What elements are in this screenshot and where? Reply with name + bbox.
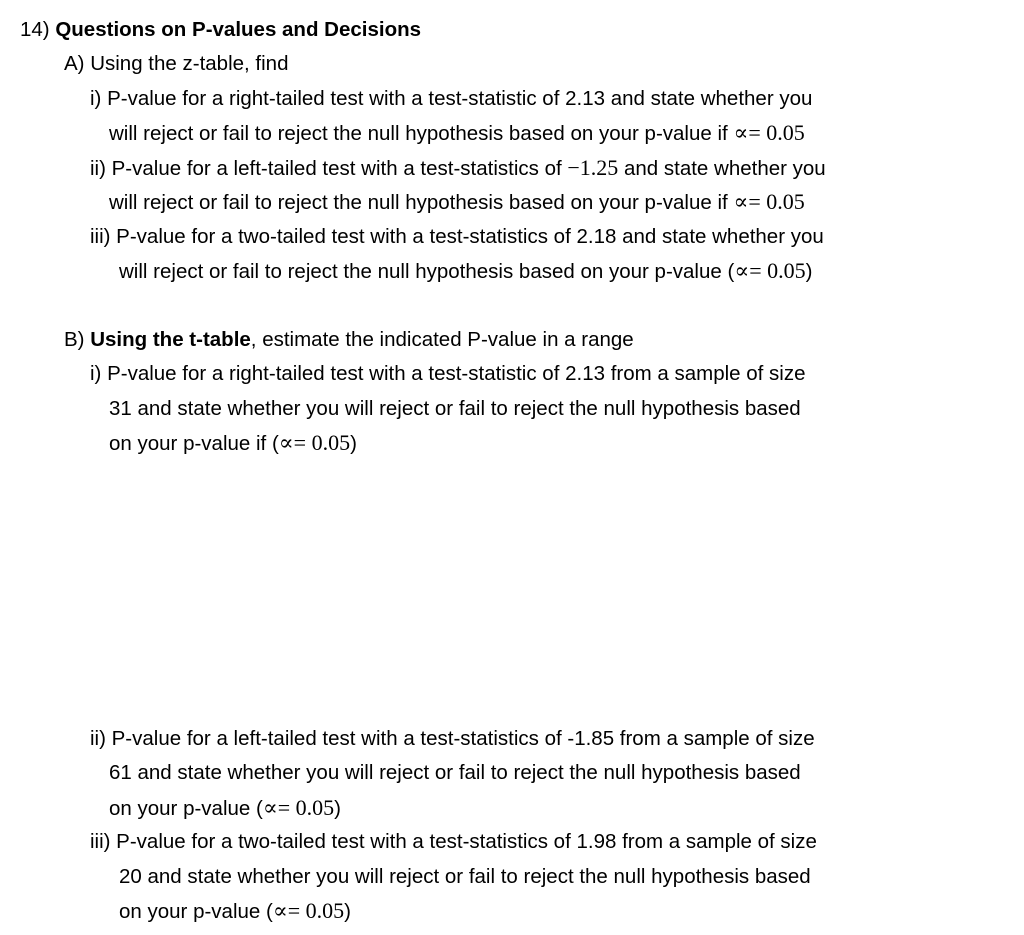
part-a-item-1-line-2 bbox=[109, 120, 805, 147]
part-b-heading-bold: Using the t-table bbox=[90, 328, 251, 351]
alpha-value: ∝= 0.05 bbox=[733, 120, 805, 145]
part-b-item-2-line-3 bbox=[109, 795, 341, 822]
part-b-item-2-line-1: ii) P-value for a left-tailed test with a test-statistics of -1.85 from a sample of size bbox=[90, 727, 815, 750]
part-a-item-2-text: ii) P-value for a left-tailed test with a test-statistics of bbox=[90, 157, 568, 180]
part-b-heading-prefix: B) bbox=[64, 328, 91, 351]
part-b-item-1-line-1: i) P-value for a right-tailed test with a test-statistic of 2.13 from a sample of size bbox=[90, 362, 806, 385]
alpha-value: ∝= 0.05 bbox=[272, 898, 345, 923]
part-b-item-1-line-2: 31 and state whether you will reject or fail to reject the null hypothesis based bbox=[109, 397, 801, 420]
alpha-value: ∝= 0.05 bbox=[734, 258, 806, 283]
part-a-item-3-post: ) bbox=[805, 260, 813, 283]
part-a-item-3-line-1: iii) P-value for a two-tailed test with a test-statistics of 2.18 and state whether you bbox=[90, 225, 824, 248]
part-b-item-3-line-3 bbox=[119, 898, 351, 925]
part-a-item-2-text-2: will reject or fail to reject the null hypothesis based on your p-value if bbox=[109, 191, 734, 214]
part-b-item-1-line-3 bbox=[109, 430, 357, 457]
part-a-item-2-line-2 bbox=[109, 189, 805, 216]
part-b-item-3-line-2: 20 and state whether you will reject or fail to reject the null hypothesis based bbox=[119, 865, 811, 888]
question-title-line bbox=[20, 17, 421, 43]
part-b-item-1-text: on your p-value if ( bbox=[109, 432, 279, 455]
part-b-item-2-post: ) bbox=[334, 797, 341, 820]
part-a-item-3-line-2 bbox=[119, 258, 812, 285]
part-b-item-2-text: on your p-value ( bbox=[109, 797, 263, 820]
alpha-value: ∝= 0.05 bbox=[278, 430, 351, 455]
question-number: 14) bbox=[20, 18, 50, 41]
part-b-item-2-line-2: 61 and state whether you will reject or fail to reject the null hypothesis based bbox=[109, 761, 801, 784]
part-b-item-3-line-1: iii) P-value for a two-tailed test with a test-statistics of 1.98 from a sample of size bbox=[90, 830, 817, 853]
alpha-value: ∝= 0.05 bbox=[262, 795, 335, 820]
part-b-item-3-post: ) bbox=[344, 900, 351, 923]
test-statistic-value: −1.25 bbox=[567, 155, 619, 180]
part-b-item-1-post: ) bbox=[350, 432, 357, 455]
part-a-item-2-post: and state whether you bbox=[618, 157, 826, 180]
part-a-item-1-text: will reject or fail to reject the null hypothesis based on your p-value if bbox=[109, 122, 734, 145]
alpha-value: ∝= 0.05 bbox=[733, 189, 805, 214]
part-a-heading: A) Using the z-table, find bbox=[64, 52, 289, 75]
part-a-item-3-text: will reject or fail to reject the null hypothesis based on your p-value ( bbox=[119, 260, 735, 283]
part-a-item-1-line-1: i) P-value for a right-tailed test with a test-statistic of 2.13 and state whether you bbox=[90, 87, 813, 110]
part-a-item-2-line-1 bbox=[90, 155, 826, 182]
part-b-heading-rest: , estimate the indicated P-value in a range bbox=[250, 328, 634, 351]
part-b-item-3-text: on your p-value ( bbox=[119, 900, 273, 923]
part-b-heading bbox=[64, 327, 634, 353]
question-title: Questions on P-values and Decisions bbox=[55, 18, 422, 41]
